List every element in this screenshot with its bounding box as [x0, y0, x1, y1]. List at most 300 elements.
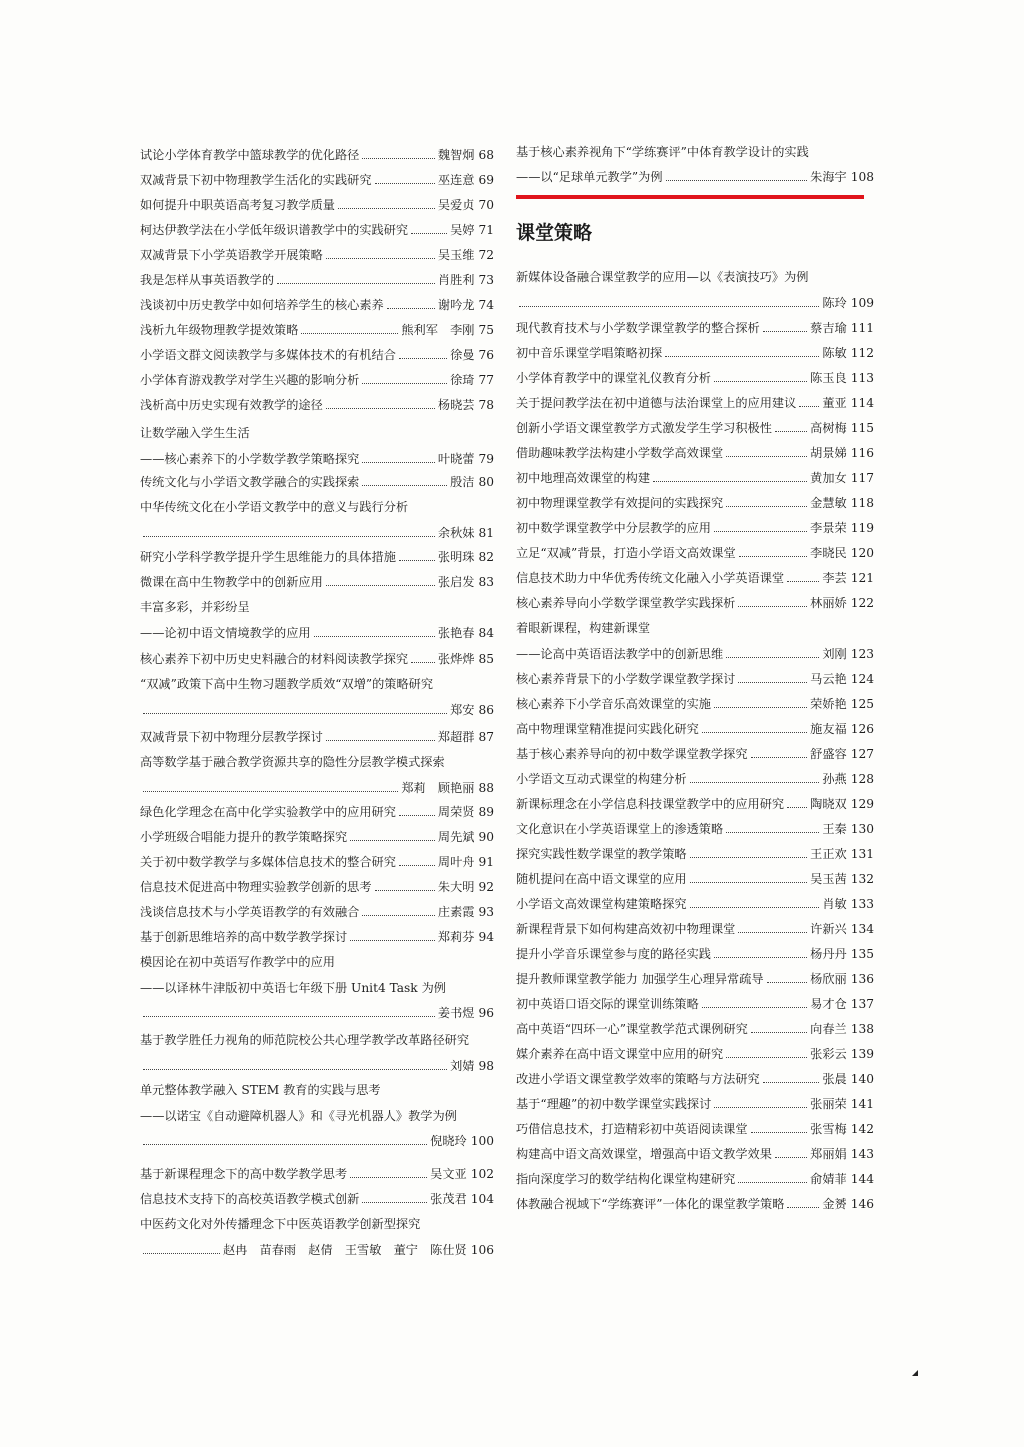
leader-dots [143, 1015, 435, 1017]
entry-title: 初中数学课堂教学中分层教学的应用 [516, 521, 711, 535]
entry-author: 杨丹丹 [810, 947, 847, 961]
entry-title: 浅谈初中历史教学中如何培养学生的核心素养 [140, 298, 384, 312]
entry-title-line [516, 616, 874, 636]
entry-page: 123 [850, 646, 874, 661]
leader-dots [314, 635, 435, 637]
corner-triangle-icon [912, 1370, 918, 1376]
entry-title: 着眼新课程，构建新课堂 [516, 621, 651, 635]
entry-author: 刘婧 [450, 1058, 475, 1073]
entry-page: 137 [850, 997, 874, 1011]
entry-author: 谢吟龙 [437, 298, 475, 312]
toc-line [140, 470, 494, 490]
leader-dots [375, 182, 435, 184]
entry-page: 124 [850, 672, 874, 686]
entry-page: 134 [850, 922, 874, 936]
entry-page: 113 [850, 371, 874, 385]
entry-title: 核心素养下初中历史史料融合的材料阅读教学探究 [140, 652, 409, 666]
entry-author: 徐琦 [450, 373, 475, 387]
toc-line [140, 825, 494, 845]
entry-author: 董亚 [822, 396, 847, 410]
entry-page: 108 [850, 170, 874, 184]
leader-dots [738, 1181, 807, 1183]
entry-title: 新课程背景下如何构建高效初中物理课堂 [516, 922, 736, 936]
entry-title: 关于初中数学教学与多媒体信息技术的整合研究 [140, 855, 396, 869]
entry-author: 孙燕 [822, 772, 847, 786]
entry-title-line [140, 421, 494, 441]
entry-page: 68 [478, 148, 494, 162]
toc-line [140, 1129, 494, 1149]
entry-title: 借助趣味教学法构建小学数学高效课堂 [516, 446, 724, 460]
entry-title-line [140, 750, 494, 770]
entry-page: 127 [850, 747, 874, 761]
entry-page: 89 [478, 805, 494, 819]
toc-line [516, 717, 874, 737]
leader-dots [653, 480, 807, 482]
entry-page: 72 [478, 248, 494, 262]
entry-page: 119 [850, 521, 874, 535]
entry-page: 71 [478, 223, 494, 237]
entry-author: 肖胜利 [437, 273, 475, 287]
entry-title-line [516, 140, 874, 160]
entry-author: 张丽荣 [810, 1097, 847, 1111]
entry-author: 蔡吉瑜 [810, 321, 847, 335]
leader-dots [301, 332, 398, 334]
entry-page: 115 [850, 421, 874, 435]
entry-page: 116 [850, 446, 874, 460]
entry-author: 陈玲 [822, 295, 847, 310]
leader-dots [362, 157, 435, 159]
toc-line [516, 1142, 874, 1162]
toc-line [516, 566, 874, 586]
leader-dots [350, 1176, 427, 1178]
entry-title: 新媒体设备融合课堂教学的应用—以《表演技巧》为例 [516, 270, 809, 284]
entry-author: 向春兰 [810, 1022, 847, 1036]
entry-title: 浅析九年级物理教学提效策略 [140, 323, 299, 337]
leader-dots [763, 1081, 820, 1083]
entry-title: 柯达伊教学法在小学低年级识谱教学中的实践研究 [140, 223, 409, 237]
entry-title-line [140, 976, 494, 996]
leader-dots [690, 906, 820, 908]
toc-line [140, 900, 494, 920]
entry-title: 中医药文化对外传播理念下中医英语教学创新型探究 [140, 1217, 421, 1231]
entry-title: 核心素养背景下的小学数学课堂教学探讨 [516, 672, 736, 686]
entry-page: 121 [850, 571, 874, 585]
toc-line [516, 366, 874, 386]
toc-line [140, 875, 494, 895]
entry-author: 姜书煜 [437, 1006, 475, 1020]
entry-author: 肖敏 [822, 897, 847, 911]
entry-author: 王正欢 [810, 847, 847, 861]
entry-author: 李景荣 [810, 521, 847, 535]
entry-page: 74 [478, 298, 494, 312]
entry-title: 创新小学语文课堂教学方式激发学生学习积极性 [516, 421, 772, 435]
entry-title-line [140, 595, 494, 615]
entry-title: 单元整体教学融入 STEM 教育的实践与思考 [140, 1083, 381, 1097]
entry-author: 周叶舟 [437, 855, 475, 869]
entry-author: 俞婧菲 [810, 1172, 847, 1186]
entry-title: 基于新课程理念下的高中数学教学思考 [140, 1167, 348, 1181]
entry-author: 赵冉 苗春雨 赵倩 王雪敏 董宁 陈仕贤 [222, 1242, 467, 1257]
entry-title: 基于教学胜任力视角的师范院校公共心理学教学改革路径研究 [140, 1033, 470, 1047]
entry-author: 吴文亚 [430, 1167, 467, 1181]
entry-author: 施友福 [810, 722, 847, 736]
entry-page: 93 [478, 905, 494, 919]
entry-page: 85 [478, 652, 494, 666]
entry-page: 144 [850, 1172, 874, 1186]
leader-dots [143, 790, 398, 792]
entry-title: 微课在高中生物教学中的创新应用 [140, 575, 323, 589]
entry-title: 小学语文群文阅读教学与多媒体技术的有机结合 [140, 348, 396, 362]
entry-title: 媒介素养在高中语文课堂中应用的研究 [516, 1047, 724, 1061]
entry-author: 高树梅 [810, 421, 847, 435]
entry-page: 73 [478, 273, 494, 287]
entry-page: 112 [850, 346, 874, 360]
entry-page: 77 [478, 373, 494, 387]
entry-author: 张晨 [822, 1072, 847, 1086]
toc-line [516, 817, 874, 837]
entry-author: 易才仓 [810, 997, 847, 1011]
entry-author: 胡景娣 [810, 446, 847, 460]
leader-dots [338, 207, 435, 209]
entry-author: 王秦 [822, 822, 847, 836]
entry-page: 82 [478, 550, 494, 564]
entry-page: 86 [478, 702, 494, 717]
entry-author: 徐曼 [450, 348, 475, 362]
entry-title: 初中物理课堂教学有效提问的实践探究 [516, 496, 724, 510]
entry-title: 绿色化学理念在高中化学实验教学中的应用研究 [140, 805, 396, 819]
entry-page: 90 [478, 830, 494, 844]
leader-dots [665, 355, 819, 357]
entry-title: ——以译林牛津版初中英语七年级下册 Unit4 Task 为例 [140, 980, 446, 995]
entry-page: 142 [850, 1122, 874, 1136]
leader-dots [690, 856, 808, 858]
toc-line [140, 545, 494, 565]
leader-dots [277, 282, 435, 284]
entry-author: 杨欣丽 [810, 972, 847, 986]
toc-line [516, 341, 874, 361]
entry-author: 荣娇艳 [810, 697, 847, 711]
entry-author: 张明珠 [437, 550, 475, 564]
toc-line [516, 917, 874, 937]
entry-page: 131 [850, 847, 874, 861]
entry-title: 信息技术促进高中物理实验教学创新的思考 [140, 880, 372, 894]
leader-dots [799, 405, 819, 407]
entry-page: 92 [478, 880, 494, 894]
toc-line [516, 792, 874, 812]
entry-page: 104 [470, 1192, 494, 1206]
entry-title: 信息技术助力中华优秀传统文化融入小学英语课堂 [516, 571, 785, 585]
entry-title-line [140, 1212, 494, 1232]
leader-dots [143, 535, 435, 537]
entry-page: 125 [850, 697, 874, 711]
leader-dots [714, 1106, 807, 1108]
entry-title: 双减背景下小学英语教学开展策略 [140, 248, 323, 262]
entry-title: 试论小学体育教学中篮球教学的优化路径 [140, 148, 360, 162]
leader-dots [787, 806, 807, 808]
toc-line [516, 1117, 874, 1137]
entry-title: 研究小学科学教学提升学生思维能力的具体措施 [140, 550, 396, 564]
entry-page: 109 [850, 295, 874, 310]
entry-author: 张彩云 [810, 1047, 847, 1061]
entry-author: 周荣贤 [437, 805, 475, 819]
entry-author: 金慧敏 [810, 496, 847, 510]
entry-title-line [140, 495, 494, 515]
entry-title: 提升小学音乐课堂参与度的路径实践 [516, 947, 711, 961]
entry-author: 殷洁 [450, 475, 475, 489]
toc-line [516, 942, 874, 962]
leader-dots [399, 559, 435, 561]
entry-title: 双减背景下初中物理分层教学探讨 [140, 730, 323, 744]
entry-author: 周先斌 [437, 830, 475, 844]
entry-author: 巫连意 [437, 173, 475, 187]
entry-page: 128 [850, 772, 874, 786]
entry-title: 提升教师课堂教学能力 加强学生心理异常疏导 [516, 972, 764, 986]
entry-title: 中华传统文化在小学语文教学中的意义与践行分析 [140, 500, 409, 514]
toc-line [516, 491, 874, 511]
entry-author: 陈玉良 [810, 371, 847, 385]
entry-title: 现代教育技术与小学数学课堂教学的整合探析 [516, 321, 760, 335]
entry-title: 新课标理念在小学信息科技课堂教学中的应用研究 [516, 797, 785, 811]
toc-line [516, 1017, 874, 1037]
entry-page: 135 [850, 947, 874, 961]
toc-line [140, 447, 494, 467]
entry-title: 初中音乐课堂学唱策略初探 [516, 346, 663, 360]
entry-title: 体教融合视域下“学练赛评”一体化的课堂教学策略 [516, 1197, 785, 1211]
toc-line [516, 767, 874, 787]
toc-line [516, 992, 874, 1012]
entry-title: 基于创新思维培养的高中数学教学探讨 [140, 930, 348, 944]
leader-dots [787, 580, 819, 582]
entry-title: 高中英语“四环一心”课堂教学范式课例研究 [516, 1022, 748, 1036]
leader-dots [738, 931, 807, 933]
entry-title: 我是怎样从事英语教学的 [140, 273, 275, 287]
leader-dots [350, 839, 435, 841]
toc-line [516, 391, 874, 411]
toc-line [140, 243, 494, 263]
leader-dots [362, 1201, 427, 1203]
toc-line [140, 168, 494, 188]
entry-title: 小学体育教学中的课堂礼仪教育分析 [516, 371, 711, 385]
leader-dots [726, 656, 819, 658]
entry-page: 81 [478, 525, 494, 540]
entry-title: 高等数学基于融合教学资源共享的隐性分层教学模式探索 [140, 755, 445, 769]
toc-line [140, 1187, 494, 1207]
entry-title: 如何提升中职英语高考复习教学质量 [140, 198, 335, 212]
entry-page: 129 [850, 797, 874, 811]
leader-dots [326, 584, 435, 586]
entry-author: 陶晓双 [810, 797, 847, 811]
entry-title: 核心素养下小学音乐高效课堂的实施 [516, 697, 711, 711]
entry-title: ——论高中英语语法教学中的创新思维 [516, 646, 724, 661]
toc-line [140, 621, 494, 641]
entry-author: 陈敏 [822, 346, 847, 360]
entry-title: 初中英语口语交际的课堂训练策略 [516, 997, 699, 1011]
entry-page: 88 [478, 780, 494, 795]
entry-author: 吴玉维 [437, 248, 475, 262]
leader-dots [399, 357, 447, 359]
leader-dots [387, 307, 435, 309]
entry-title: 核心素养导向小学数学课堂教学实践探析 [516, 596, 736, 610]
entry-page: 111 [850, 321, 874, 335]
toc-line [140, 570, 494, 590]
entry-page: 132 [850, 872, 874, 886]
entry-title: 探究实践性数学课堂的教学策略 [516, 847, 687, 861]
entry-title: 随机提问在高中语文课堂的应用 [516, 872, 687, 886]
entry-author: 熊利军 李刚 [401, 323, 475, 337]
entry-author: 舒盛容 [810, 747, 847, 761]
entry-title: 双减背景下初中物理教学生活化的实践研究 [140, 173, 372, 187]
entry-title: 高中物理课堂精准提问实践化研究 [516, 722, 699, 736]
entry-title: 小学语文互动式课堂的构建分析 [516, 772, 687, 786]
leader-dots [362, 382, 447, 384]
entry-page: 114 [850, 396, 874, 410]
entry-title-line [140, 672, 494, 692]
entry-title: 改进小学语文课堂教学效率的策略与方法研究 [516, 1072, 760, 1086]
toc-line [516, 1042, 874, 1062]
entry-author: 郑超群 [437, 730, 475, 744]
entry-author: 朱大明 [437, 880, 475, 894]
entry-author: 张烨烨 [437, 652, 475, 666]
entry-author: 黄加女 [810, 471, 847, 485]
entry-page: 70 [478, 198, 494, 212]
entry-page: 87 [478, 730, 494, 744]
entry-page: 100 [470, 1134, 494, 1148]
entry-page: 118 [850, 496, 874, 510]
toc-line [140, 318, 494, 338]
leader-dots [326, 739, 435, 741]
entry-author: 林丽娇 [810, 596, 847, 610]
toc-line [140, 925, 494, 945]
entry-author: 马云艳 [810, 672, 847, 686]
entry-page: 84 [478, 625, 494, 640]
toc-line [516, 291, 874, 311]
toc-line [140, 850, 494, 870]
toc-line [140, 368, 494, 388]
toc-line [516, 1167, 874, 1187]
leader-dots [362, 461, 435, 463]
toc-line [140, 698, 494, 718]
leader-dots [775, 430, 807, 432]
leader-dots [714, 530, 807, 532]
leader-dots [326, 257, 435, 259]
entry-page: 69 [478, 173, 494, 187]
entry-page: 146 [850, 1197, 874, 1211]
entry-title: 小学体育游戏教学对学生兴趣的影响分析 [140, 373, 360, 387]
entry-title: 初中地理高效课堂的构建 [516, 471, 651, 485]
toc-line [516, 1067, 874, 1087]
entry-title-line [140, 950, 494, 970]
entry-author: 吴爱贞 [437, 198, 475, 212]
leader-dots [143, 1252, 220, 1254]
entry-title: 基于核心素养导向的初中数学课堂教学探究 [516, 747, 748, 761]
entry-title: 基于“理趣”的初中数学课堂实践探讨 [516, 1097, 712, 1111]
toc-line [140, 143, 494, 163]
leader-dots [787, 1206, 819, 1208]
toc-line [516, 591, 874, 611]
entry-page: 138 [850, 1022, 874, 1036]
entry-page: 126 [850, 722, 874, 736]
entry-title: 模因论在初中英语写作教学中的应用 [140, 955, 335, 969]
toc-line [516, 967, 874, 987]
entry-title-line [516, 265, 874, 285]
leader-dots [767, 981, 808, 983]
toc-line [140, 393, 494, 413]
entry-title: ——论初中语文情境教学的应用 [140, 625, 311, 640]
section-heading: 课堂策略 [516, 222, 593, 244]
leader-dots [739, 555, 808, 557]
toc-line [140, 193, 494, 213]
entry-author: 庄素霞 [437, 905, 475, 919]
entry-author: 金赟 [822, 1197, 847, 1211]
leader-dots [738, 605, 807, 607]
toc-line [140, 1238, 494, 1258]
toc-line [516, 642, 874, 662]
toc-line [140, 521, 494, 541]
entry-page: 143 [850, 1147, 874, 1161]
entry-title: 巧借信息技术，打造精彩初中英语阅读课堂 [516, 1122, 748, 1136]
toc-line [516, 466, 874, 486]
toc-line [516, 165, 874, 185]
entry-title: 基于核心素养视角下“学练赛评”中体育教学设计的实践 [516, 145, 809, 159]
leader-dots [751, 1131, 808, 1133]
entry-page: 96 [478, 1006, 494, 1020]
entry-title: 浅谈信息技术与小学英语教学的有效融合 [140, 905, 360, 919]
leader-dots [362, 914, 435, 916]
toc-line [140, 343, 494, 363]
leader-dots [666, 179, 808, 181]
entry-page: 98 [478, 1058, 494, 1073]
leader-dots [714, 380, 807, 382]
leader-dots [399, 814, 435, 816]
leader-dots [362, 484, 447, 486]
entry-title: 立足“双减”背景，打造小学语文高效课堂 [516, 546, 736, 560]
toc-line [516, 541, 874, 561]
entry-title: ——以“足球单元教学”为例 [516, 170, 663, 184]
toc-line [516, 441, 874, 461]
leader-dots [714, 956, 807, 958]
entry-title: 浅析高中历史实现有效教学的途径 [140, 398, 323, 412]
entry-page: 130 [850, 822, 874, 836]
leader-dots [726, 831, 819, 833]
toc-line [140, 725, 494, 745]
entry-page: 83 [478, 575, 494, 589]
entry-page: 106 [470, 1242, 494, 1257]
leader-dots [143, 1143, 427, 1145]
leader-dots [690, 781, 820, 783]
toc-line [516, 892, 874, 912]
entry-page: 117 [850, 471, 874, 485]
entry-title: 构建高中语文高效课堂，增强高中语文教学效果 [516, 1147, 772, 1161]
entry-title: 让数学融入学生生活 [140, 426, 250, 440]
entry-page: 91 [478, 855, 494, 869]
entry-author: 李晓民 [810, 546, 847, 560]
leader-dots [143, 712, 447, 714]
leader-dots [143, 1068, 447, 1070]
leader-dots [411, 661, 435, 663]
leader-dots [751, 756, 808, 758]
entry-page: 136 [850, 972, 874, 986]
entry-title: 小学班级合唱能力提升的教学策略探究 [140, 830, 348, 844]
entry-title-line [140, 1078, 494, 1098]
entry-title: 传统文化与小学语文教学融合的实践探索 [140, 475, 360, 489]
entry-author: 余秋妹 [437, 525, 475, 540]
entry-author: 刘刚 [822, 646, 847, 661]
toc-line [516, 667, 874, 687]
leader-dots [690, 881, 808, 883]
entry-title: ——核心素养下的小学数学教学策略探究 [140, 451, 360, 466]
toc-line [140, 268, 494, 288]
red-divider-rule [516, 195, 864, 199]
